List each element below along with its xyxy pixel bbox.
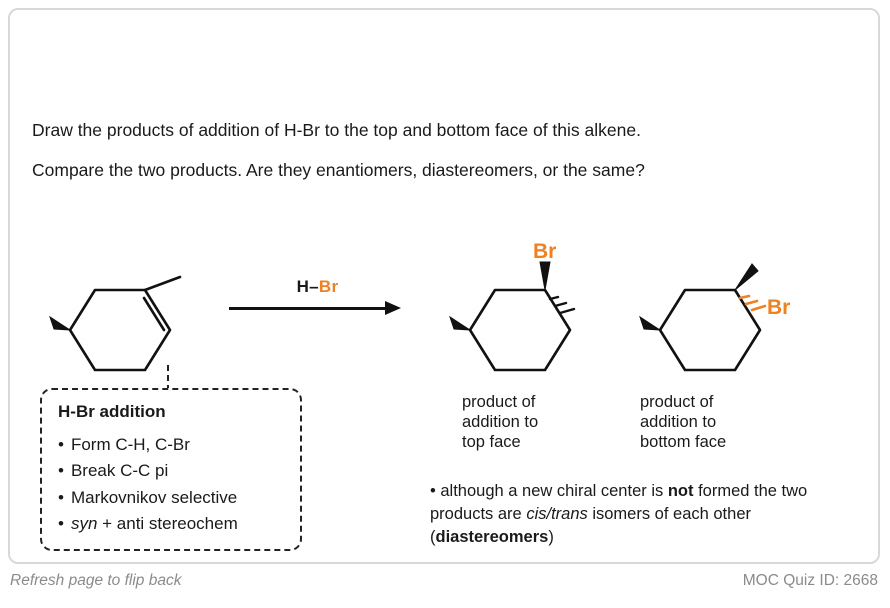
product-2-caption-line-3: bottom face — [640, 433, 727, 452]
product-1-structure — [440, 240, 630, 395]
summary-item-text-italic: syn + anti stereochem — [70, 514, 238, 534]
prompt-line-2: Compare the two products. Are they enantiomers, diastereomers, or the same? — [32, 159, 645, 180]
quiz-id-label: MOC Quiz ID: 2668 — [742, 572, 878, 589]
summary-item — [58, 432, 286, 458]
summary-item — [58, 485, 286, 511]
summary-item-text: Markovnikov selective — [70, 487, 238, 507]
arrow-conditions-label — [225, 277, 410, 297]
summary-title: H-Br addition — [58, 402, 166, 421]
arrow-label-br: Br — [318, 277, 339, 296]
summary-box — [40, 388, 302, 551]
starting-material-structure — [40, 255, 230, 390]
reaction-arrow — [225, 277, 410, 315]
summary-item — [58, 511, 286, 537]
summary-item-text: Break C-C pi — [70, 461, 169, 481]
refresh-hint: Refresh page to flip back — [10, 572, 182, 589]
product-1-caption-line-3: top face — [462, 433, 521, 452]
product-1-caption-line-2: addition to — [462, 413, 539, 432]
product-2-caption — [640, 392, 726, 452]
summary-item-text: Form C-H, C-Br — [70, 435, 190, 454]
product-2-caption-line-1: product of — [640, 393, 714, 411]
summary-list — [58, 432, 286, 537]
product-2-caption-line-2: addition to — [640, 413, 717, 432]
product-1-caption — [462, 392, 538, 452]
prompt-block — [32, 120, 852, 200]
product-1-caption-line-1: product of — [462, 393, 536, 411]
arrow-label-h: H– — [296, 277, 319, 296]
product-2-structure — [630, 240, 830, 395]
prompt-line-1: Draw the products of addition of H-Br to the top and bottom face of this alkene. — [32, 120, 641, 140]
product-1-br-label: Br — [533, 240, 557, 263]
summary-item — [58, 458, 286, 484]
product-2-br-label: Br — [767, 296, 791, 319]
conclusion-text: • although a new chiral center is not formed the two products are cis/trans isomers of each other (diastereomers) — [430, 482, 808, 546]
arrow-line — [229, 301, 407, 315]
quiz-card — [8, 8, 880, 564]
